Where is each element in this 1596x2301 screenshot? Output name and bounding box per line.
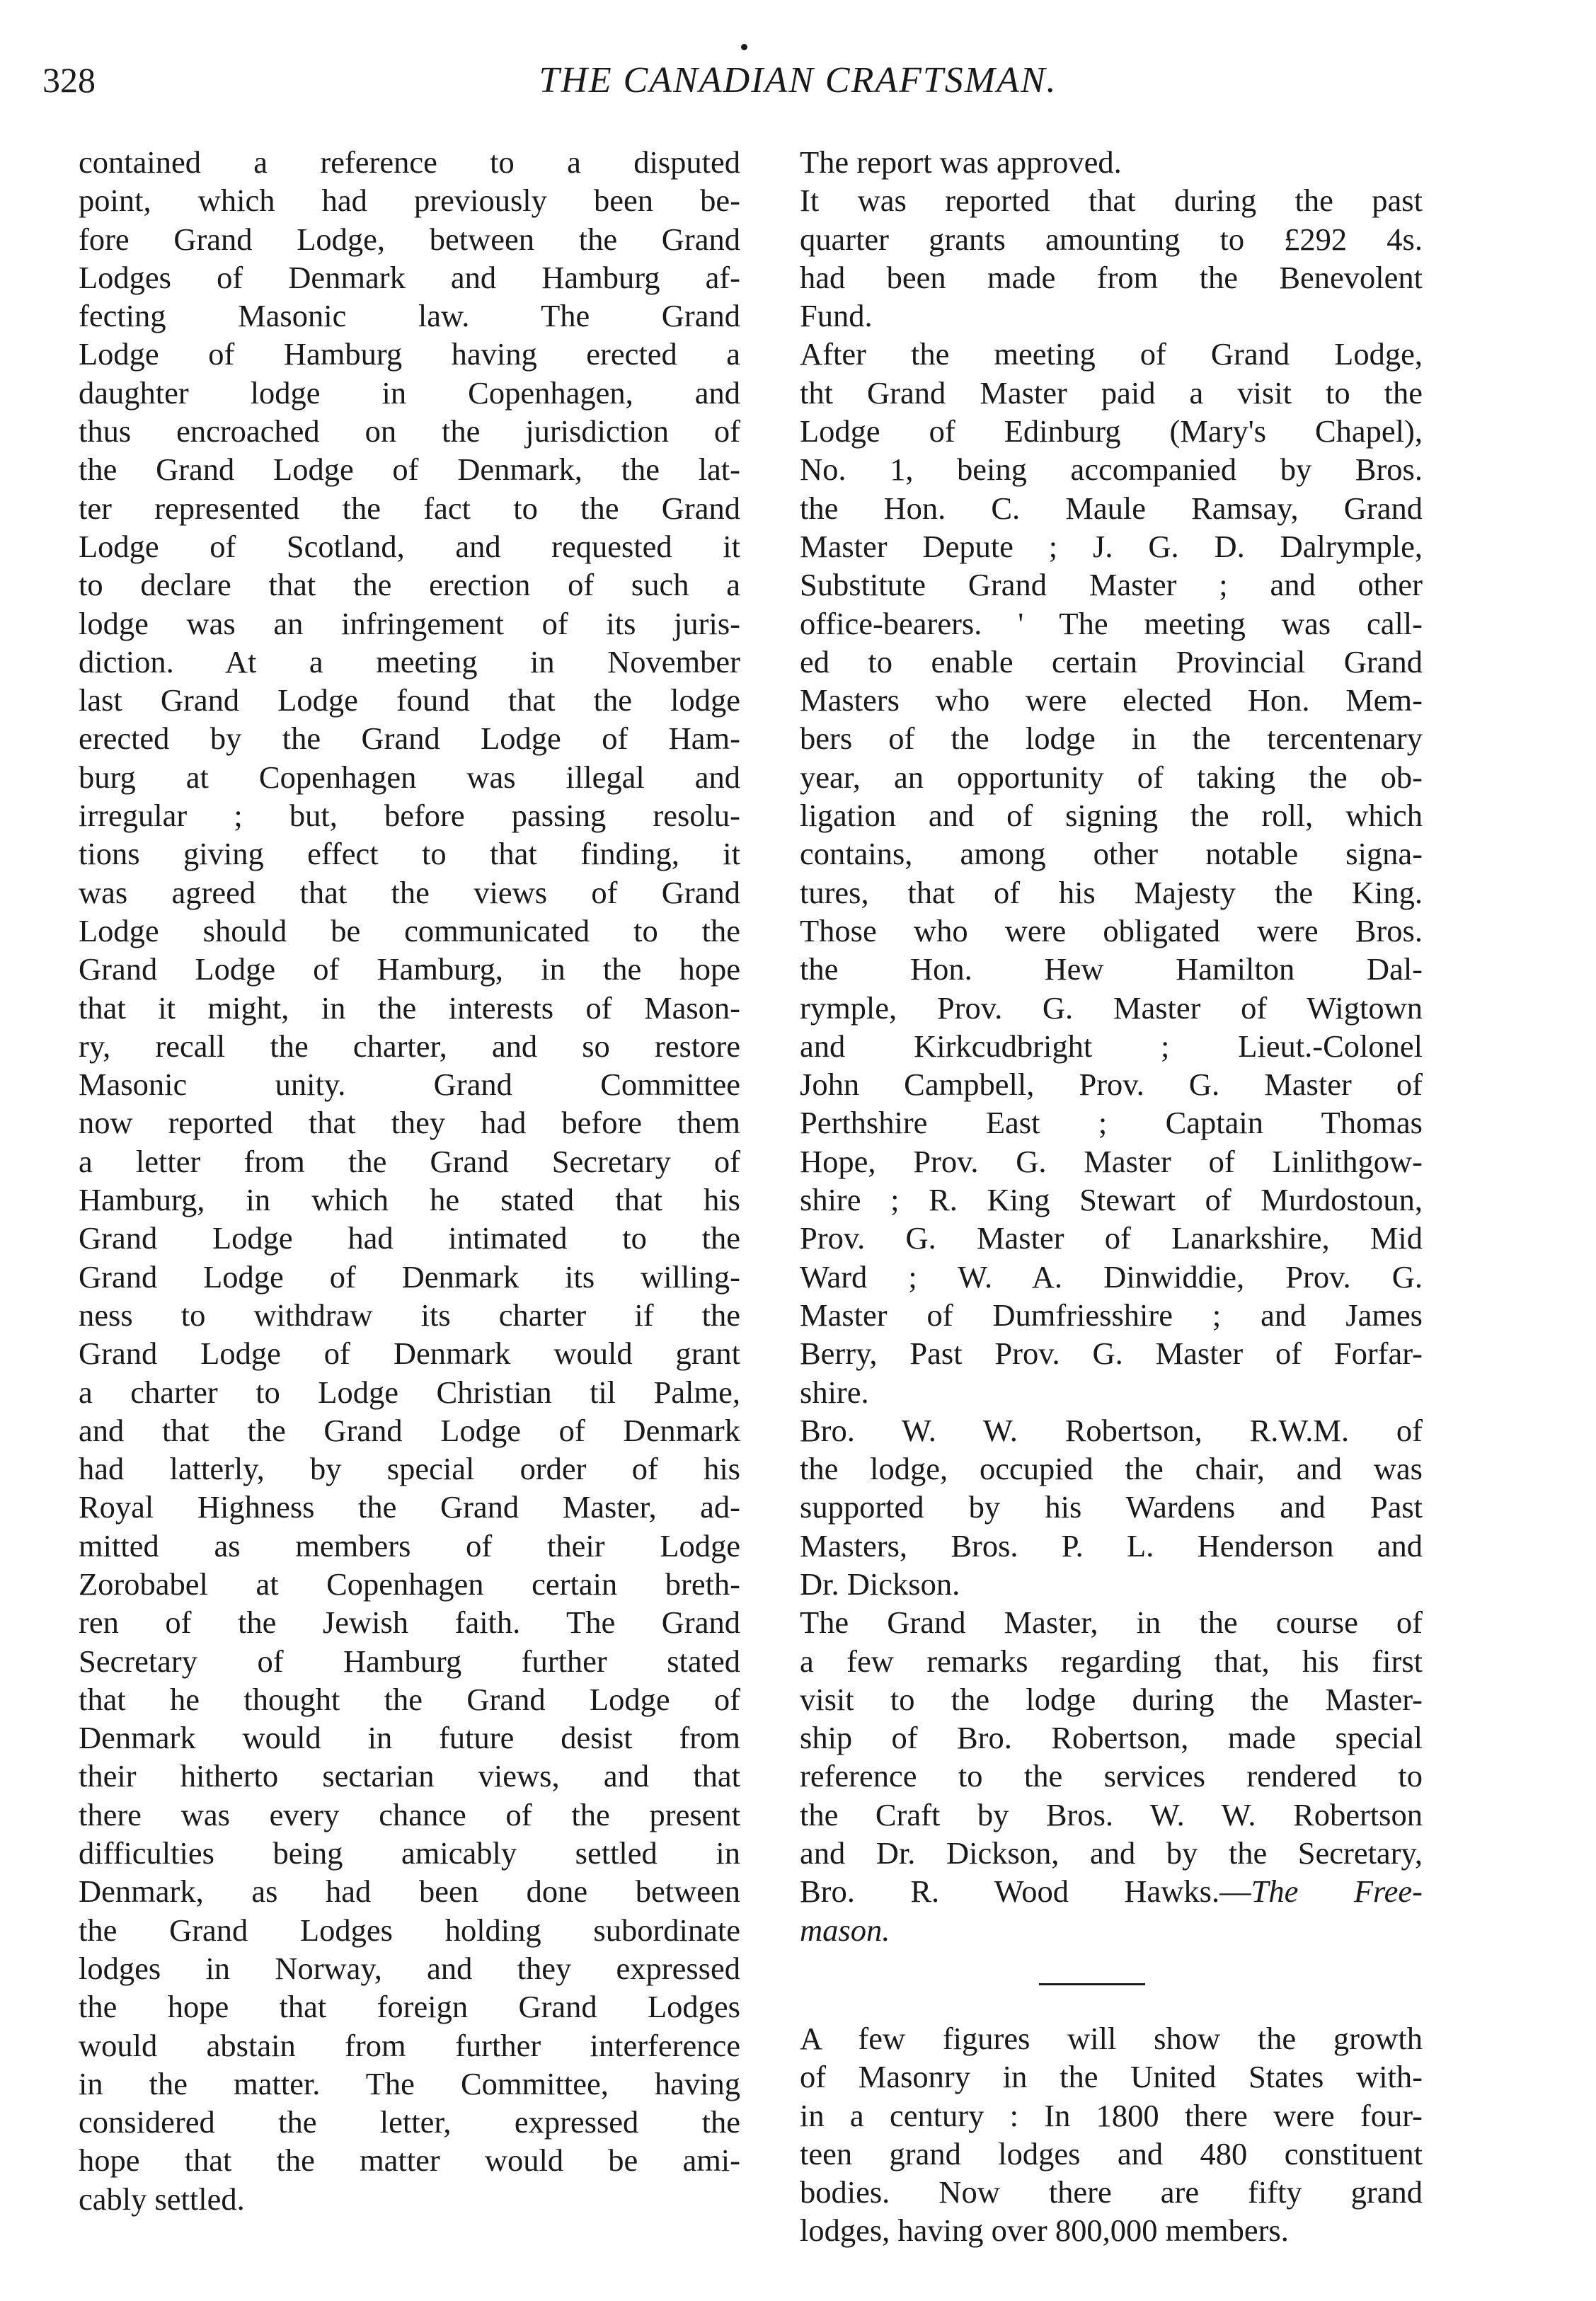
text-line: Berry, Past Prov. G. Master of Forfar- xyxy=(800,1336,1423,1372)
text-line: After the meeting of Grand Lodge, xyxy=(800,336,1423,372)
text-line: Grand Lodge had intimated to the xyxy=(79,1220,740,1256)
text-line: and Dr. Dickson, and by the Secretary, xyxy=(800,1835,1423,1871)
text-line: Lodge of Scotland, and requested it xyxy=(79,528,740,564)
text-line: Secretary of Hamburg further stated xyxy=(79,1643,740,1679)
paragraph xyxy=(761,143,1423,181)
text-line: Masters who were elected Hon. Mem- xyxy=(800,682,1423,718)
text-line: burg at Copenhagen was illegal and xyxy=(79,759,740,795)
text-line: Bro. R. Wood Hawks.—The Free- xyxy=(800,1873,1423,1910)
text-line: the Grand Lodges holding subordinate xyxy=(79,1912,740,1948)
text-line: Fund. xyxy=(800,298,873,334)
text-line: Masters, Bros. P. L. Henderson and xyxy=(800,1527,1423,1563)
text-line: Royal Highness the Grand Master, ad- xyxy=(79,1489,740,1525)
paragraph xyxy=(79,143,740,2218)
text-line: Grand Lodge of Denmark would grant xyxy=(79,1336,740,1372)
text-line: Bro. W. W. Robertson, R.W.M. of xyxy=(800,1412,1423,1448)
text-line: was agreed that the views of Grand xyxy=(79,874,740,910)
text-line: ligation and of signing the roll, which xyxy=(800,798,1423,834)
left-column xyxy=(79,143,740,2218)
text-line: the Hon. C. Maule Ramsay, Grand xyxy=(800,490,1423,526)
text-line: their hitherto sectarian views, and that xyxy=(79,1758,740,1794)
text-line: Masonic unity. Grand Committee xyxy=(79,1067,740,1103)
paragraph xyxy=(761,335,1423,1411)
text-line: the Grand Lodge of Denmark, the lat- xyxy=(79,452,740,488)
text-line: tions giving effect to that finding, it xyxy=(79,836,740,872)
text-line: the lodge, occupied the chair, and was xyxy=(800,1451,1423,1487)
text-line: It was reported that during the past xyxy=(800,183,1423,219)
text-line: Dr. Dickson. xyxy=(800,1566,960,1602)
text-line: fore Grand Lodge, between the Grand xyxy=(79,221,740,257)
text-line: Grand Lodge of Denmark its willing- xyxy=(79,1258,740,1295)
text-line: shire ; R. King Stewart of Murdostoun, xyxy=(800,1182,1423,1218)
text-line: and that the Grand Lodge of Denmark xyxy=(79,1412,740,1448)
text-line: erected by the Grand Lodge of Ham- xyxy=(79,721,740,757)
ornament-dot xyxy=(741,44,747,50)
text-line: now reported that they had before them xyxy=(79,1105,740,1141)
text-line: John Campbell, Prov. G. Master of xyxy=(800,1067,1423,1103)
right-column xyxy=(761,143,1423,2250)
text-line: tures, that of his Majesty the King. xyxy=(800,874,1423,910)
text-line: Hope, Prov. G. Master of Linlithgow- xyxy=(800,1143,1423,1179)
text-line: reference to the services rendered to xyxy=(800,1758,1423,1794)
text-line: tht Grand Master paid a visit to the xyxy=(800,374,1423,411)
text-line: Grand Lodge of Hamburg, in the hope xyxy=(79,951,740,987)
text-line: a letter from the Grand Secretary of xyxy=(79,1143,740,1179)
text-line: bodies. Now there are fifty grand xyxy=(800,2174,1423,2210)
text-line: there was every chance of the present xyxy=(79,1796,740,1832)
text-line: No. 1, being accompanied by Bros. xyxy=(800,452,1423,488)
text-line: Master of Dumfriesshire ; and James xyxy=(800,1297,1423,1333)
source-credit: The Free- xyxy=(1251,1873,1423,1910)
text-line: would abstain from further interference xyxy=(79,2027,740,2063)
text-line: had latterly, by special order of his xyxy=(79,1451,740,1487)
text-line: bers of the lodge in the tercentenary xyxy=(800,721,1423,757)
text-line: ry, recall the charter, and so restore xyxy=(79,1028,740,1064)
text-line: Substitute Grand Master ; and other xyxy=(800,567,1423,603)
text-line: visit to the lodge during the Master- xyxy=(800,1681,1423,1717)
text-line: supported by his Wardens and Past xyxy=(800,1489,1423,1525)
text-line: daughter lodge in Copenhagen, and xyxy=(79,374,740,411)
text-line: the hope that foreign Grand Lodges xyxy=(79,1989,740,2025)
text-line: The Grand Master, in the course of xyxy=(800,1605,1423,1641)
text-line: a charter to Lodge Christian til Palme, xyxy=(79,1374,740,1410)
text-line: Those who were obligated were Bros. xyxy=(800,912,1423,948)
text-line: ship of Bro. Robertson, made special xyxy=(800,1720,1423,1756)
text-line: year, an opportunity of taking the ob- xyxy=(800,759,1423,795)
page-number: 328 xyxy=(42,60,96,100)
text-line: in the matter. The Committee, having xyxy=(79,2065,740,2101)
text-line: fecting Masonic law. The Grand xyxy=(79,298,740,334)
paragraph xyxy=(761,1603,1423,1949)
text-line: Denmark, as had been done between xyxy=(79,1873,740,1910)
source-credit-continued: mason. xyxy=(800,1912,890,1948)
text-line: contains, among other notable signa- xyxy=(800,836,1423,872)
text-line: to declare that the erection of such a xyxy=(79,567,740,603)
text-line: quarter grants amounting to £292 4s. xyxy=(800,221,1423,257)
text-line: Lodge of Edinburg (Mary's Chapel), xyxy=(800,413,1423,449)
text-line: cably settled. xyxy=(79,2181,245,2217)
text-line: diction. At a meeting in November xyxy=(79,643,740,679)
text-line: lodges, having over 800,000 members. xyxy=(800,2213,1289,2249)
text-line: Zorobabel at Copenhagen certain breth- xyxy=(79,1566,740,1602)
paragraph xyxy=(761,1411,1423,1603)
text-line: Master Depute ; J. G. D. Dalrymple, xyxy=(800,528,1423,564)
text-line: a few remarks regarding that, his first xyxy=(800,1643,1423,1679)
text-line: Lodge should be communicated to the xyxy=(79,912,740,948)
text-line: that it might, in the interests of Mason- xyxy=(79,989,740,1026)
text-line: in a century : In 1800 there were four- xyxy=(800,2097,1423,2133)
text-line: point, which had previously been be- xyxy=(79,183,740,219)
text-line: that he thought the Grand Lodge of xyxy=(79,1681,740,1717)
text-line: shire. xyxy=(800,1374,869,1410)
text-line: the Craft by Bros. W. W. Robertson xyxy=(800,1796,1423,1832)
paragraph xyxy=(761,181,1423,335)
text-line: Denmark would in future desist from xyxy=(79,1720,740,1756)
text-line: The report was approved. xyxy=(800,144,1122,180)
text-line: and Kirkcudbright ; Lieut.-Colonel xyxy=(800,1028,1423,1064)
text-line: Ward ; W. A. Dinwiddie, Prov. G. xyxy=(800,1258,1423,1295)
text-line: last Grand Lodge found that the lodge xyxy=(79,682,740,718)
text-line: office-bearers. ' The meeting was call- xyxy=(800,605,1423,641)
text-line: ness to withdraw its charter if the xyxy=(79,1297,740,1333)
journal-title: THE CANADIAN CRAFTSMAN. xyxy=(539,60,1057,101)
text-line: teen grand lodges and 480 constituent xyxy=(800,2135,1423,2171)
text-line: difficulties being amicably settled in xyxy=(79,1835,740,1871)
text-line: ter represented the fact to the Grand xyxy=(79,490,740,526)
text-line: thus encroached on the jurisdiction of xyxy=(79,413,740,449)
section-divider xyxy=(1039,1983,1145,1985)
running-head xyxy=(42,62,1554,119)
text-line: irregular ; but, before passing resolu- xyxy=(79,798,740,834)
text-line: A few figures will show the growth xyxy=(800,2020,1423,2056)
text-line: Lodge of Hamburg having erected a xyxy=(79,336,740,372)
text-line: mitted as members of their Lodge xyxy=(79,1527,740,1563)
text-line: Prov. G. Master of Lanarkshire, Mid xyxy=(800,1220,1423,1256)
text-line: hope that the matter would be ami- xyxy=(79,2142,740,2179)
text-line: ed to enable certain Provincial Grand xyxy=(800,643,1423,679)
text-line: lodges in Norway, and they expressed xyxy=(79,1950,740,1986)
text-line: had been made from the Benevolent xyxy=(800,259,1423,295)
text-line: considered the letter, expressed the xyxy=(79,2104,740,2140)
text-line: lodge was an infringement of its juris- xyxy=(79,605,740,641)
text-line: Hamburg, in which he stated that his xyxy=(79,1182,740,1218)
text-line: the Hon. Hew Hamilton Dal- xyxy=(800,951,1423,987)
text-line: ren of the Jewish faith. The Grand xyxy=(79,1605,740,1641)
paragraph xyxy=(761,2019,1423,2250)
text-line: rymple, Prov. G. Master of Wigtown xyxy=(800,989,1423,1026)
text-line: of Masonry in the United States with- xyxy=(800,2059,1423,2095)
text-line: Lodges of Denmark and Hamburg af- xyxy=(79,259,740,295)
text-line: Perthshire East ; Captain Thomas xyxy=(800,1105,1423,1141)
text-line: contained a reference to a disputed xyxy=(79,144,740,180)
